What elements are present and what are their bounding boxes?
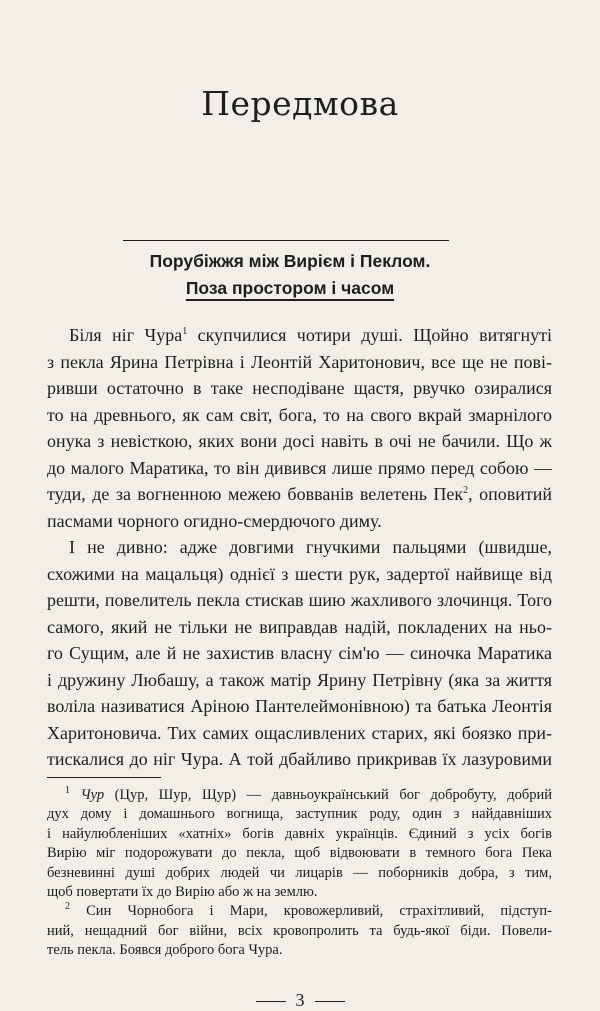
footnote-line [47, 883, 552, 902]
body-line-text: з пекла Ярина Петрівна і Леонтій Харитонович, все ще не пові- [47, 351, 552, 372]
body-line-text: Харитоновича. Тих самих ощасливлених старих, які боязко при- [47, 722, 552, 743]
footnote-marker[interactable]: 2 [463, 485, 469, 496]
section-title-line-1: Порубіжжя між Вирієм і Пеклом. [149, 251, 431, 271]
body-line-text: скупчилися чотири душі. Щойно витягнуті [187, 325, 552, 345]
footnote-line [47, 922, 552, 941]
body-line [47, 640, 552, 667]
body-line-text: схожими на мацальця) однієї з шести рук, задертої найвище від [47, 563, 552, 584]
section-title [100, 248, 480, 302]
body-line-text: і дружину Любашу, а також матір Ярину Петрівну (яка за життя [47, 669, 552, 690]
body-line-text: І не дивно: адже довгими гнучкими пальцями (швидше, [69, 537, 552, 557]
section-title-line-2: Поза простором і часом [185, 278, 395, 298]
footnote-text: безневинні душі добрих людей чи лицарів — поборників добра, з тим, [47, 864, 552, 881]
footnote-number: 1 [65, 785, 70, 797]
body-line [47, 349, 552, 376]
body-line [47, 481, 552, 508]
footnote-line [47, 941, 552, 960]
body-line-text: ривши остаточно в таке несподіване щастя, рвучко озиралися [47, 378, 552, 398]
footnote-text: і найулюбленіших «хатніх» богів давніх українців. Єдиний з усіх богів [47, 825, 552, 842]
body-line-text: онука з невісткою, яких вони досі навіть в очі не бачили. Що ж [47, 431, 552, 451]
footnote-term: Чур [80, 787, 105, 803]
footnote-text: дух дому і домашнього вогнища, заступник роду, один з найдавніших [47, 806, 552, 823]
footnote-rule [47, 777, 161, 778]
body-line-text: решти, повелитель пекла стискав шию жахливого злочинця. Того [47, 590, 552, 610]
body-line [47, 667, 552, 694]
body-line-text: Біля ніг Чура [69, 325, 183, 345]
footnote-line [47, 805, 552, 824]
body-line-text: , оповитий [468, 484, 552, 504]
body-line [47, 587, 552, 614]
body-line-text: тискалися до ніг Чура. А той дбайливо прикривав їх лазуровими [47, 749, 552, 769]
body-line [47, 561, 552, 588]
footnote-line [47, 864, 552, 883]
body-line-text: пасмами чорного огидно-смердючого диму. [47, 510, 382, 531]
body-line [47, 614, 552, 641]
footnotes [47, 786, 552, 961]
body-line-text: самого, який не тільки не виправдав надій, покладених на ньо- [47, 616, 552, 637]
body-line-text: до малого Маратика, то він дивився лише прямо перед собою — [47, 457, 552, 478]
body-line-text: го Сущим, але й не захистив власну сім'ю — синочка Маратика [47, 643, 552, 663]
body-line [47, 720, 552, 747]
body-line [47, 428, 552, 455]
body-line [47, 534, 552, 561]
footnote-text: Вирію міг подорожувати до пекла, щоб відвоювати в темного бога Пека [47, 845, 552, 862]
footnote-text: ний, нещадний бог війни, всіх кровопролить та будь-якої біди. Повели- [47, 922, 552, 939]
section-rule [123, 240, 449, 241]
footnote-text: тель пекла. Боявся доброго бога Чура. [47, 942, 283, 959]
footnote-line [47, 844, 552, 863]
footnote-line [47, 825, 552, 844]
body-line [47, 693, 552, 720]
body-line-text: туди, де за вогненною межею бовванів велетень Пек [47, 484, 464, 504]
body-line [47, 322, 552, 349]
body-line-text: воліла називатися Аріною Пантелеймонівною) та батька Леонтія [47, 696, 552, 716]
footnote-text: Син Чорнобога і Мари, кровожерливий, страхітливий, підступ- [86, 903, 553, 920]
page-number [0, 990, 600, 1011]
body-line-text: то на древнього, як сам світ, бога, то на свого вкрай змарнілого [47, 404, 552, 425]
folio-dash-right [315, 1001, 345, 1002]
body-line [47, 746, 552, 773]
page-number-text: 3 [295, 990, 305, 1010]
footnote-line [47, 786, 552, 805]
folio-dash-left [256, 1001, 286, 1002]
body-text [47, 322, 552, 773]
footnote-text: щоб повертати їх до Вирію або ж на землю. [47, 883, 318, 900]
body-line [47, 402, 552, 429]
body-line [47, 455, 552, 482]
footnote-text: (Цур, Шур, Щур) — давньоукраїнський бог добробуту, добрий [104, 787, 553, 803]
footnote-number: 2 [65, 901, 70, 913]
chapter-title: Передмова [201, 84, 399, 124]
body-line [47, 375, 552, 402]
footnote-line [47, 902, 552, 921]
footnote-marker[interactable]: 1 [182, 326, 188, 337]
body-line [47, 508, 552, 535]
